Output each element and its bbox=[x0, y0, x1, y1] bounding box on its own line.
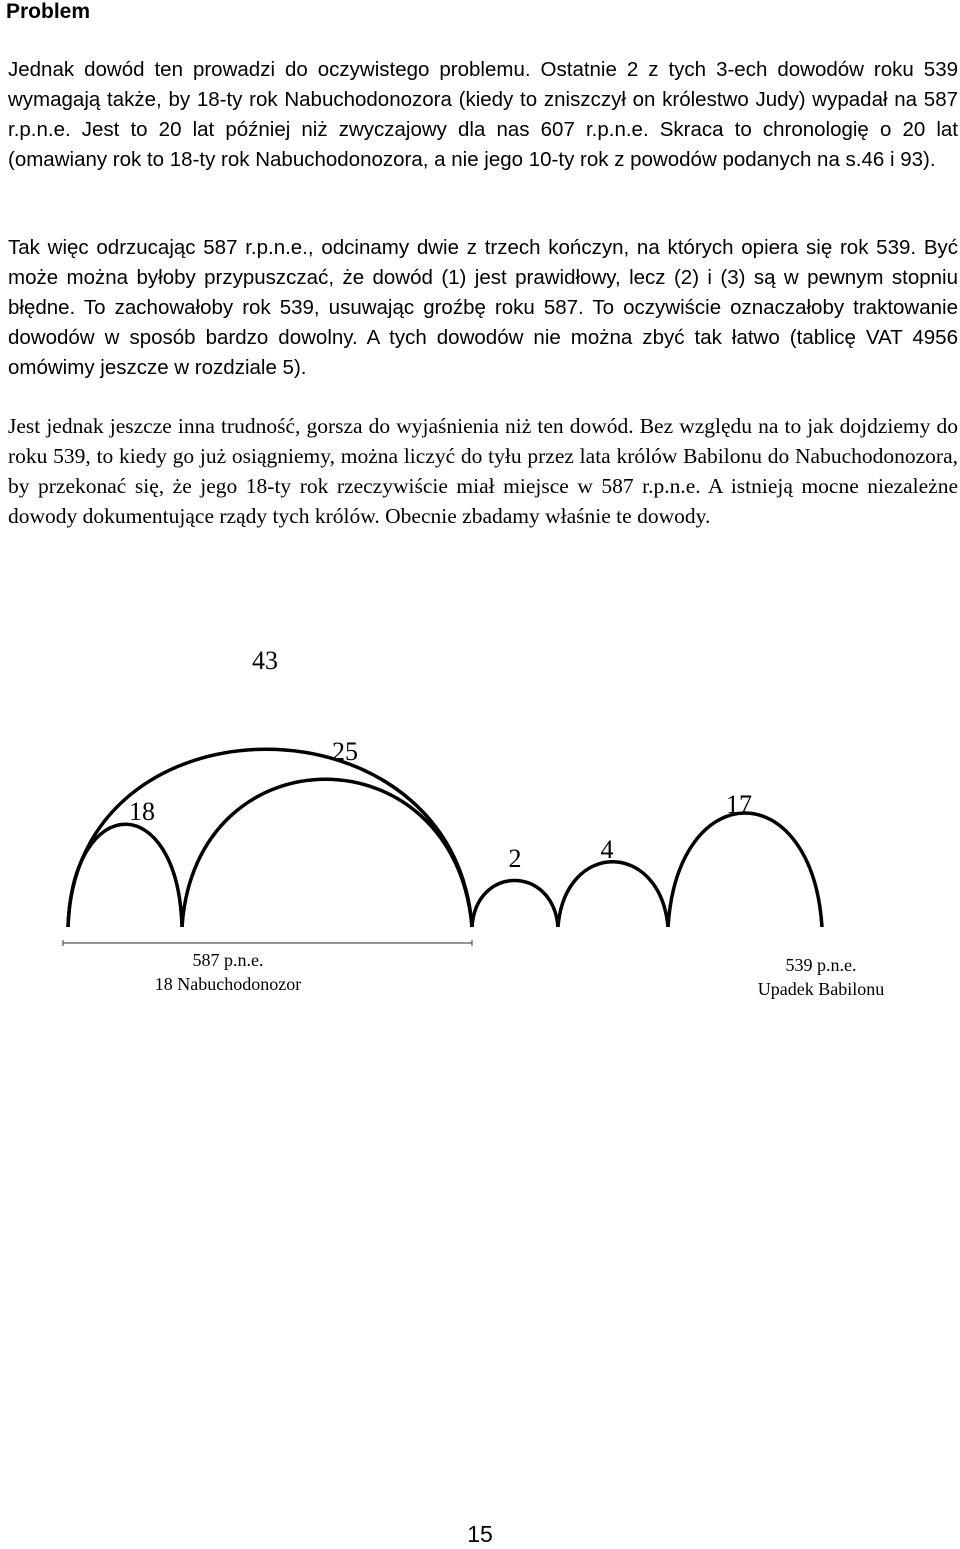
section-heading: Problem bbox=[6, 0, 91, 23]
label-4: 4 bbox=[600, 835, 614, 864]
chronology-arc-diagram bbox=[0, 620, 960, 1020]
arc-small-4 bbox=[558, 862, 668, 927]
arc-small-2 bbox=[472, 881, 558, 928]
arc-inner-25 bbox=[182, 779, 472, 927]
label-2: 2 bbox=[508, 844, 522, 873]
label-25: 25 bbox=[332, 737, 358, 766]
label-43: 43 bbox=[252, 646, 278, 675]
arc-left-18 bbox=[68, 824, 182, 927]
label-17: 17 bbox=[726, 790, 752, 819]
paragraph-1: Jednak dowód ten prowadzi do oczywistego problemu. Ostatnie 2 z tych 3-ech dowodów roku 539 wymagają także, by 18-ty rok Nabuchodonozora (kiedy to zniszczył on królestwo Judy) wypadał na 587 r.p.n.e. Jest to 20 lat później niż zwyczajowy dla nas 607 r.p.n.e. Skraca to chronologię o 20 lat (omawiany rok to 18-ty rok Nabuchodonozora, a nie jego 10-ty rok z powodów podanych na s.46 i 93). bbox=[8, 58, 958, 171]
right-caption-event: Upadek Babilonu bbox=[757, 979, 885, 999]
left-caption-king: 18 Nabuchodonozor bbox=[154, 974, 302, 994]
arc-right-17 bbox=[668, 813, 822, 927]
page-number: 15 bbox=[467, 1521, 493, 1547]
arc-outer-43 bbox=[68, 749, 472, 927]
paragraph-2: Tak więc odrzucając 587 r.p.n.e., odcinamy dwie z trzech kończyn, na których opiera się rok 539. Być może można byłoby przypuszczać, że dowód (1) jest prawidłowy, lecz (2) i (3) są w pewnym stopniu błędne. To zachowałoby rok 539, usuwając groźbę roku 587. To oczywiście oznaczałoby traktowanie dowodów w sposób bardzo dowolny. A tych dowodów nie można zbyć tak łatwo (tablicę VAT 4956 omówimy jeszcze w rozdziale 5). bbox=[8, 236, 958, 379]
left-caption-year: 587 p.n.e. bbox=[192, 950, 264, 970]
paragraph-3: Jest jednak jeszcze inna trudność, gorsza do wyjaśnienia niż ten dowód. Bez względu na to jak dojdziemy do roku 539, to kiedy go już osiągniemy, można liczyć do tyłu przez lata królów Babilonu do Nabuchodonozora, by przekonać się, że jego 18-ty rok rzeczywiście miał miejsce w 587 r.p.n.e. A istnieją mocne niezależne dowody dokumentujące rządy tych królów. Obecnie zbadamy właśnie te dowody. bbox=[8, 414, 958, 528]
right-caption-year: 539 p.n.e. bbox=[785, 955, 857, 975]
label-18: 18 bbox=[129, 797, 155, 826]
